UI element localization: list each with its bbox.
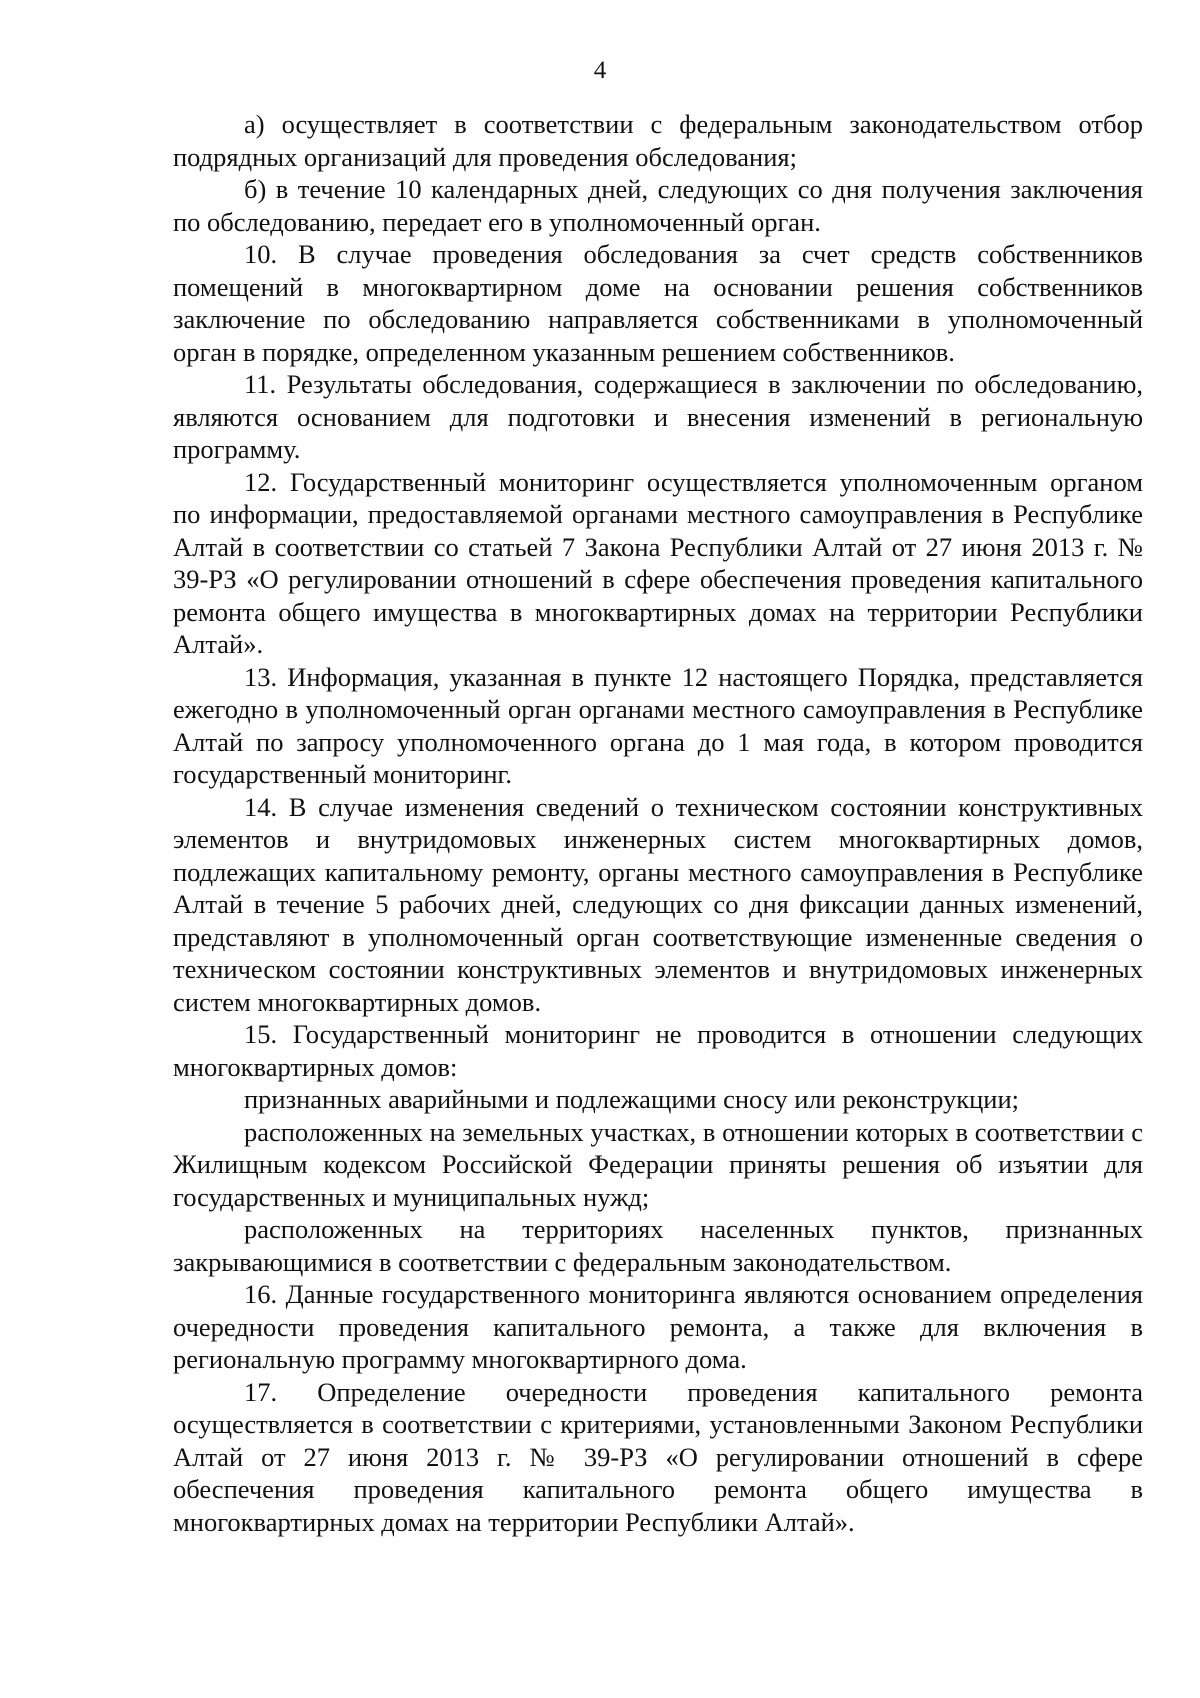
paragraph-a: а) осуществляет в соответствии с федеральным законодательством отбор подрядных организаций для проведения обследования; (173, 109, 1143, 172)
paragraph-15-item-3: расположенных на территориях населенных пунктов, признанных закрывающимися в соответствии с федеральным законодательством. (173, 1214, 1143, 1277)
paragraph-15-item-1: признанных аварийными и подлежащими сносу или реконструкции; (244, 1084, 1020, 1114)
paragraph-b: б) в течение 10 календарных дней, следующих со дня получения заключения по обследованию, передает его в уполномоченный орган. (173, 174, 1143, 237)
page-number: 4 (593, 57, 607, 84)
paragraph-15: 15. Государственный мониторинг не проводится в отношении следующих многоквартирных домов: (173, 1019, 1143, 1082)
paragraph-14: 14. В случае изменения сведений о техническом состоянии конструктивных элементов и внутридомовых инженерных систем многоквартирных домов, подлежащих капитальному ремонту, органы местного самоуправления в Республике Алтай в течение 5 рабочих дней, следующих со дня фиксации данных изменений, представляют в уполномоченный орган соответствующие измененные сведения о техническом состоянии конструктивных элементов и внутридомовых инженерных систем многоквартирных домов. (173, 791, 1143, 1017)
paragraph-12: 12. Государственный мониторинг осуществляется уполномоченным органом по информации, предоставляемой органами местного самоуправления в Республике Алтай в соответствии со статьей 7 Закона Республики Алтай от 27 июня 2013 г. № 39-РЗ «О регулировании отношений в сфере обеспечения проведения капитального ремонта общего имущества в многоквартирных домах на территории Республики Алтай». (173, 466, 1143, 659)
paragraph-11: 11. Результаты обследования, содержащиеся в заключении по обследованию, являются основанием для подготовки и внесения изменений в региональную программу. (173, 369, 1143, 464)
document-body (173, 108, 1143, 1538)
paragraph-16: 16. Данные государственного мониторинга являются основанием определения очередности проведения капитального ремонта, а также для включения в региональную программу многоквартирного дома. (173, 1279, 1143, 1374)
paragraph-15-item-2: расположенных на земельных участках, в отношении которых в соответствии с Жилищным кодексом Российской Федерации приняты решения об изъятии для государственных и муниципальных нужд; (173, 1116, 1143, 1212)
paragraph-13: 13. Информация, указанная в пункте 12 настоящего Порядка, представляется ежегодно в уполномоченный орган органами местного самоуправления в Республике Алтай по запросу уполномоченного органа до 1 мая года, в котором проводится государственный мониторинг. (173, 661, 1143, 789)
paragraph-17: 17. Определение очередности проведения капитального ремонта осуществляется в соответствии с критериями, установленными Законом Республики Алтай от 27 июня 2013 г. № 39-РЗ «О регулировании отношений в сфере обеспечения проведения капитального ремонта общего имущества в многоквартирных домах на территории Республики Алтай». (173, 1376, 1143, 1537)
paragraph-10: 10. В случае проведения обследования за счет средств собственников помещений в многоквартирном доме на основании решения собственников заключение по обследованию направляется собственниками в уполномоченный орган в порядке, определенном указанным решением собственников. (173, 239, 1143, 367)
